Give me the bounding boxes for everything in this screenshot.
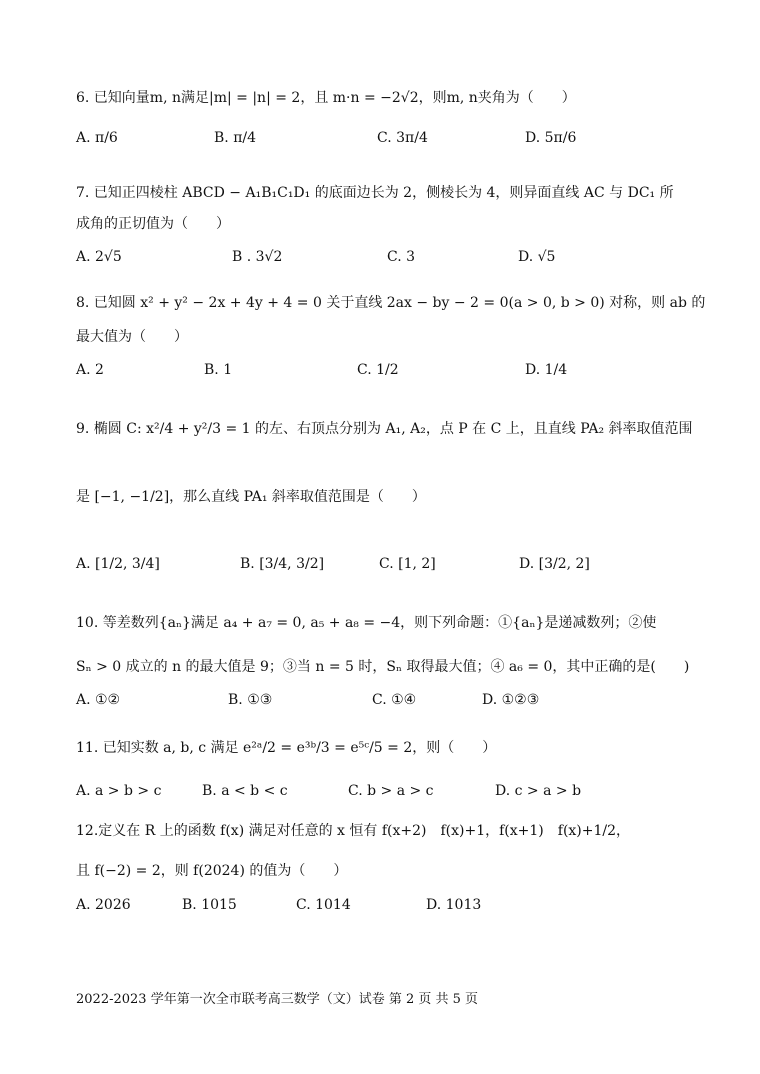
q8-stem-line-1: 8. 已知圆 x² + y² − 2x + 4y + 4 = 0 关于直线 2ax − by − 2 = 0(a > 0, b > 0) 对称，则 ab 的 [76, 295, 706, 311]
q7-option-d: D. √5 [518, 249, 556, 265]
q8-stem-line-2: 最大值为（ ） [76, 329, 188, 345]
q9-stem-line-1: 9. 椭圆 C: x²/4 + y²/3 = 1 的左、右顶点分别为 A₁, A₂，点 P 在 C 上，且直线 PA₂ 斜率取值范围 [76, 421, 693, 437]
q12-stem-line-1: 12.定义在 R 上的函数 f(x) 满足对任意的 x 恒有 f(x+2) f(x)+1，f(x+1) f(x)+1/2， [76, 823, 631, 839]
q10-stem-line-2: Sₙ > 0 成立的 n 的最大值是 9；③当 n = 5 时，Sₙ 取得最大值；④ a₆ = 0，其中正确的是( ) [76, 659, 690, 675]
q7-stem-line-2: 成角的正切值为（ ） [76, 216, 230, 232]
q12-stem-line-2: 且 f(−2) = 2，则 f(2024) 的值为（ ） [76, 863, 348, 879]
q6-stem: 6. 已知向量m, n满足|m| = |n| = 2，且 m·n = −2√2，则m, n夹角为（ ） [76, 90, 576, 106]
q10-option-c: C. ①④ [372, 692, 417, 708]
q6-option-b: B. π/4 [214, 130, 257, 146]
q6-option-d: D. 5π/6 [525, 130, 577, 146]
q9-option-b: B. [3/4, 3/2] [240, 556, 325, 572]
q7-option-a: A. 2√5 [76, 249, 122, 265]
q7-option-c: C. 3 [387, 249, 416, 265]
q7-option-b: B . 3√2 [232, 249, 283, 265]
q8-option-c: C. 1/2 [357, 362, 399, 378]
q12-option-c: C. 1014 [296, 897, 351, 913]
q12-option-b: B. 1015 [182, 897, 237, 913]
q11-stem: 11. 已知实数 a, b, c 满足 e²ᵃ/2 = e³ᵇ/3 = e⁵ᶜ/5 = 2，则（ ） [76, 740, 497, 756]
page-footer: 2022-2023 学年第一次全市联考高三数学（文）试卷 第 2 页 共 5 页 [76, 992, 479, 1007]
q9-option-c: C. [1, 2] [379, 556, 436, 572]
q12-option-a: A. 2026 [76, 897, 131, 913]
q7-stem-line-1: 7. 已知正四棱柱 ABCD − A₁B₁C₁D₁ 的底面边长为 2，侧棱长为 4，则异面直线 AC 与 DC₁ 所 [76, 185, 674, 201]
q11-option-a: A. a > b > c [76, 783, 162, 799]
q10-option-b: B. ①③ [228, 692, 273, 708]
q9-stem-line-2: 是 [−1, −1/2]，那么直线 PA₁ 斜率取值范围是（ ） [76, 489, 426, 505]
q9-option-d: D. [3/2, 2] [519, 556, 590, 572]
q11-option-b: B. a < b < c [202, 783, 288, 799]
q11-option-d: D. c > a > b [495, 783, 582, 799]
q6-option-c: C. 3π/4 [377, 130, 428, 146]
q10-stem-line-1: 10. 等差数列{aₙ}满足 a₄ + a₇ = 0, a₅ + a₈ = −4，则下列命题：①{aₙ}是递减数列；②使 [76, 615, 657, 631]
q9-option-a: A. [1/2, 3/4] [76, 556, 160, 572]
q12-option-d: D. 1013 [426, 897, 482, 913]
q8-option-d: D. 1/4 [525, 362, 568, 378]
q8-option-a: A. 2 [76, 362, 104, 378]
q10-option-d: D. ①②③ [482, 692, 540, 708]
q11-option-c: C. b > a > c [348, 783, 434, 799]
q6-option-a: A. π/6 [76, 130, 118, 146]
q10-option-a: A. ①② [76, 692, 121, 708]
q8-option-b: B. 1 [204, 362, 233, 378]
